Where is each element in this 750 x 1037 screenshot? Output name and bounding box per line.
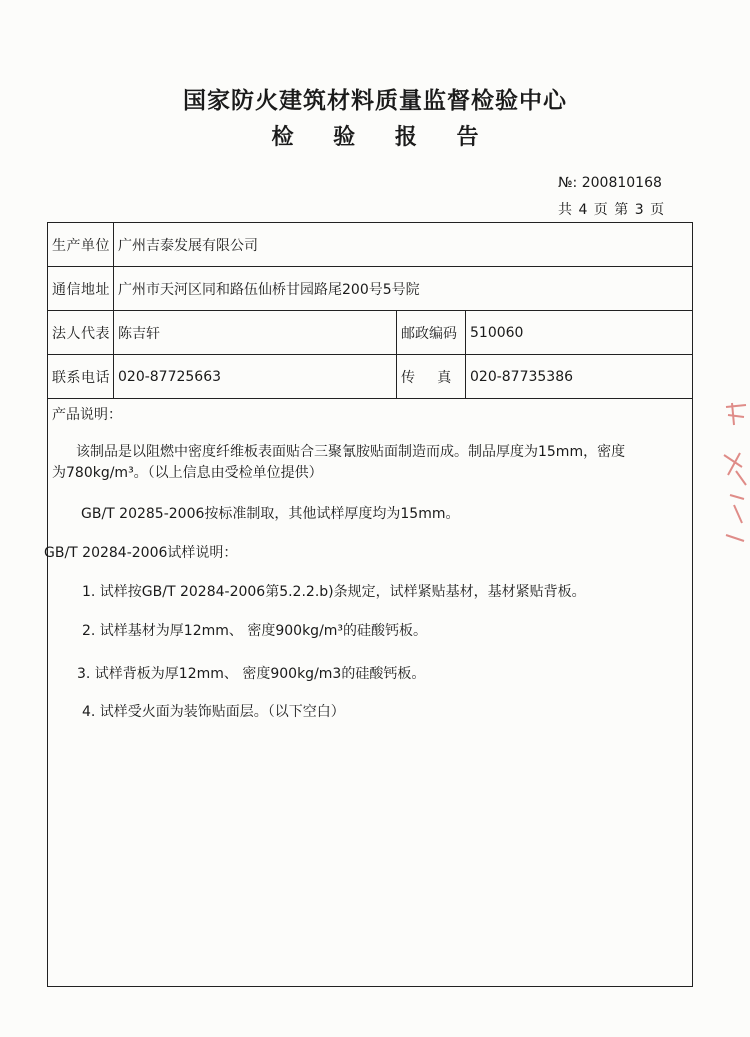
report-title: 检 验 报 告 (271, 125, 495, 150)
rep-label: 法人代表 (48, 311, 114, 354)
producer-label: 生产单位 (48, 223, 114, 266)
description-para1-line2: 为780kg/m³。（以上信息由受检单位提供） (52, 465, 323, 481)
address-value: 广州市天河区同和路伍仙桥甘园路尾200号5号院 (118, 281, 420, 298)
description-para1-line1: 该制品是以阻燃中密度纤维板表面贴合三聚氰胺贴面制造而成。制品厚度为15mm，密度 (76, 444, 626, 460)
phone-label: 联系电话 (48, 355, 114, 398)
postcode-value: 510060 (470, 324, 524, 341)
phone-value: 020-87725663 (118, 368, 222, 385)
org-title: 国家防火建筑材料质量监督检验中心 (183, 88, 567, 114)
rep-value: 陈吉轩 (118, 325, 160, 342)
seam-stamp-icon (718, 395, 750, 555)
fax-value: 020-87735386 (470, 368, 574, 385)
description-para2: GB/T 20285-2006按标准制取，其他试样厚度均为15mm。 (81, 506, 460, 522)
report-table (44, 222, 693, 987)
sample-item-2: 2. 试样基材为厚12mm、 密度900kg/m³的硅酸钙板。 (82, 623, 428, 639)
sample-section-heading: GB/T 20284-2006试样说明： (44, 545, 238, 561)
fax-label: 传 真 (396, 355, 466, 398)
sample-item-1: 1. 试样按GB/T 20284-2006第5.2.2.b)条规定，试样紧贴基材，基材紧贴背板。 (82, 584, 586, 600)
row-address (48, 267, 692, 311)
producer-value: 广州吉泰发展有限公司 (118, 237, 258, 254)
page-counter: 共 4 页 第 3 页 (558, 202, 666, 218)
sample-item-4: 4. 试样受火面为装饰贴面层。（以下空白） (82, 704, 345, 720)
row-producer (48, 223, 692, 267)
row-phone (48, 355, 692, 399)
row-rep (48, 311, 692, 355)
description-heading: 产品说明： (52, 407, 122, 423)
sample-item-3: 3. 试样背板为厚12mm、 密度900kg/m3的硅酸钙板。 (77, 666, 426, 682)
postcode-label: 邮政编码 (396, 311, 466, 354)
address-label: 通信地址 (48, 267, 114, 310)
report-number: №: 200810168 (558, 175, 662, 191)
